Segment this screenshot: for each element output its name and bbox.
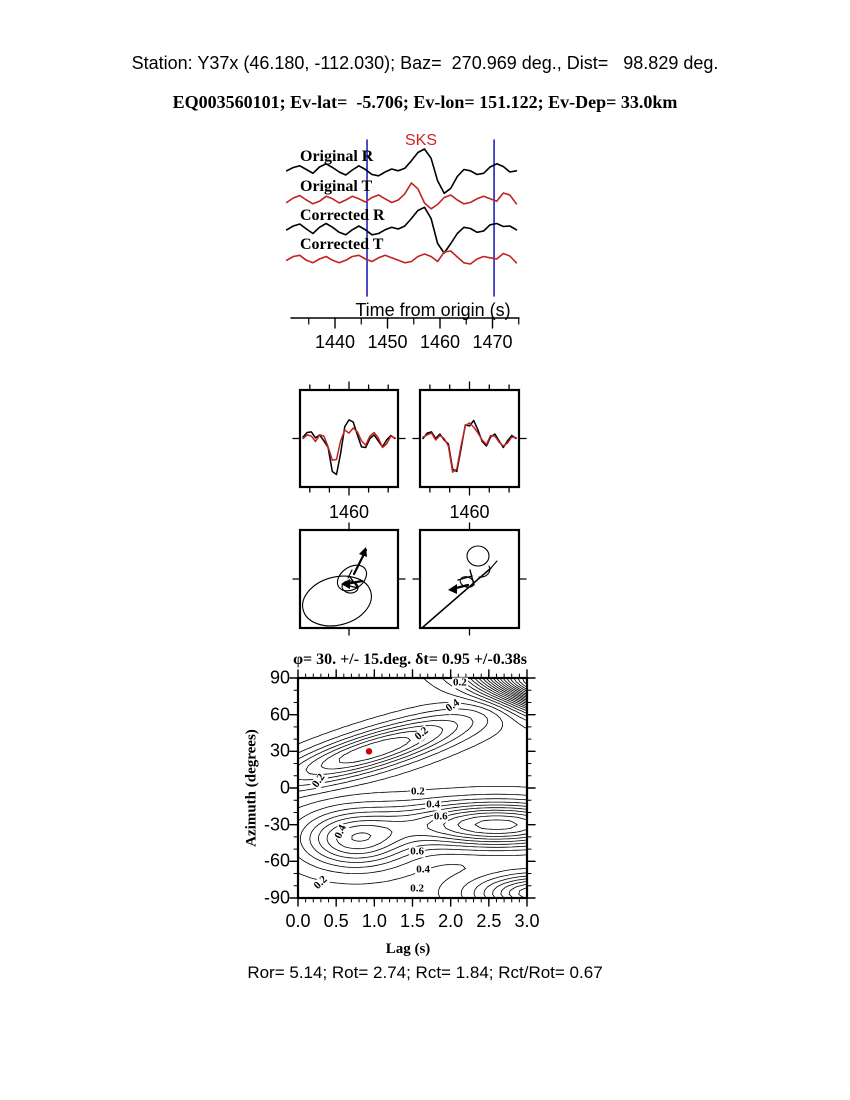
time-tick-label: 1460 <box>419 332 461 352</box>
contour-level-label: 0.4 <box>331 823 349 841</box>
lag-tick-label: 2.0 <box>438 911 464 931</box>
ratio-stats: Ror= 5.14; Rot= 2.74; Rct= 1.84; Rct/Rot= 0.67 <box>247 963 603 982</box>
phase-label: SKS <box>405 132 438 149</box>
lag-tick-label: 1.5 <box>399 911 426 931</box>
contour-level-label: 0.6 <box>410 845 424 858</box>
contour-level-label: 0.2 <box>410 882 424 895</box>
contour-level-label: 0.4 <box>443 696 462 715</box>
lag-tick-label: 0.0 <box>285 911 311 931</box>
contour-level-label: 0.4 <box>426 798 440 811</box>
contour-level-label: 0.2 <box>412 724 432 743</box>
azimuth-tick-label: 60 <box>269 704 290 725</box>
azimuth-tick-label: 90 <box>269 667 290 688</box>
time-axis-title: Time from origin (s) <box>355 300 511 320</box>
contour-level-label: 0.2 <box>410 785 425 798</box>
station-title: Station: Y37x (46.180, -112.030); Baz= 270.969 deg., Dist= 98.829 deg. <box>131 53 719 73</box>
contour-level-label: 0.6 <box>433 810 448 823</box>
lag-tick-label: 0.5 <box>323 911 349 931</box>
trace-label-original-t: Original T <box>300 178 373 195</box>
contour-level-label: 0.2 <box>310 771 328 790</box>
contour-level-label: 0.4 <box>416 863 431 876</box>
lag-tick-label: 2.5 <box>476 911 502 931</box>
azimuth-tick-label: -30 <box>263 814 290 835</box>
trace-label-corrected-t: Corrected T <box>300 236 384 253</box>
y-axis-title: Azimuth (degrees) <box>243 729 260 847</box>
time-tick-label: 1470 <box>472 332 513 352</box>
contour-level-label: 0.2 <box>452 676 467 689</box>
trace-label-original-r: Original R <box>300 148 374 165</box>
azimuth-tick-label: 0 <box>279 777 290 798</box>
azimuth-tick-label: 30 <box>269 740 290 761</box>
lag-tick-label: 1.0 <box>361 911 387 931</box>
x-axis-title: Lag (s) <box>385 941 431 957</box>
contour-level-label: 0.2 <box>311 873 330 893</box>
trace-label-corrected-r: Corrected R <box>300 207 385 224</box>
time-tick-label: 1450 <box>367 332 408 352</box>
azimuth-tick-label: -90 <box>263 887 290 908</box>
lag-tick-label: 3.0 <box>514 911 540 931</box>
aligned-box-tick-label: 1460 <box>328 502 370 522</box>
azimuth-tick-label: -60 <box>263 850 290 871</box>
event-title: EQ003560101; Ev-lat= -5.706; Ev-lon= 151.122; Ev-Dep= 33.0km <box>172 92 678 112</box>
contour-title: φ= 30. +/- 15.deg. δt= 0.95 +/-0.38s <box>293 651 527 668</box>
aligned-box-tick-label: 1460 <box>449 502 490 522</box>
time-tick-label: 1440 <box>314 332 356 352</box>
